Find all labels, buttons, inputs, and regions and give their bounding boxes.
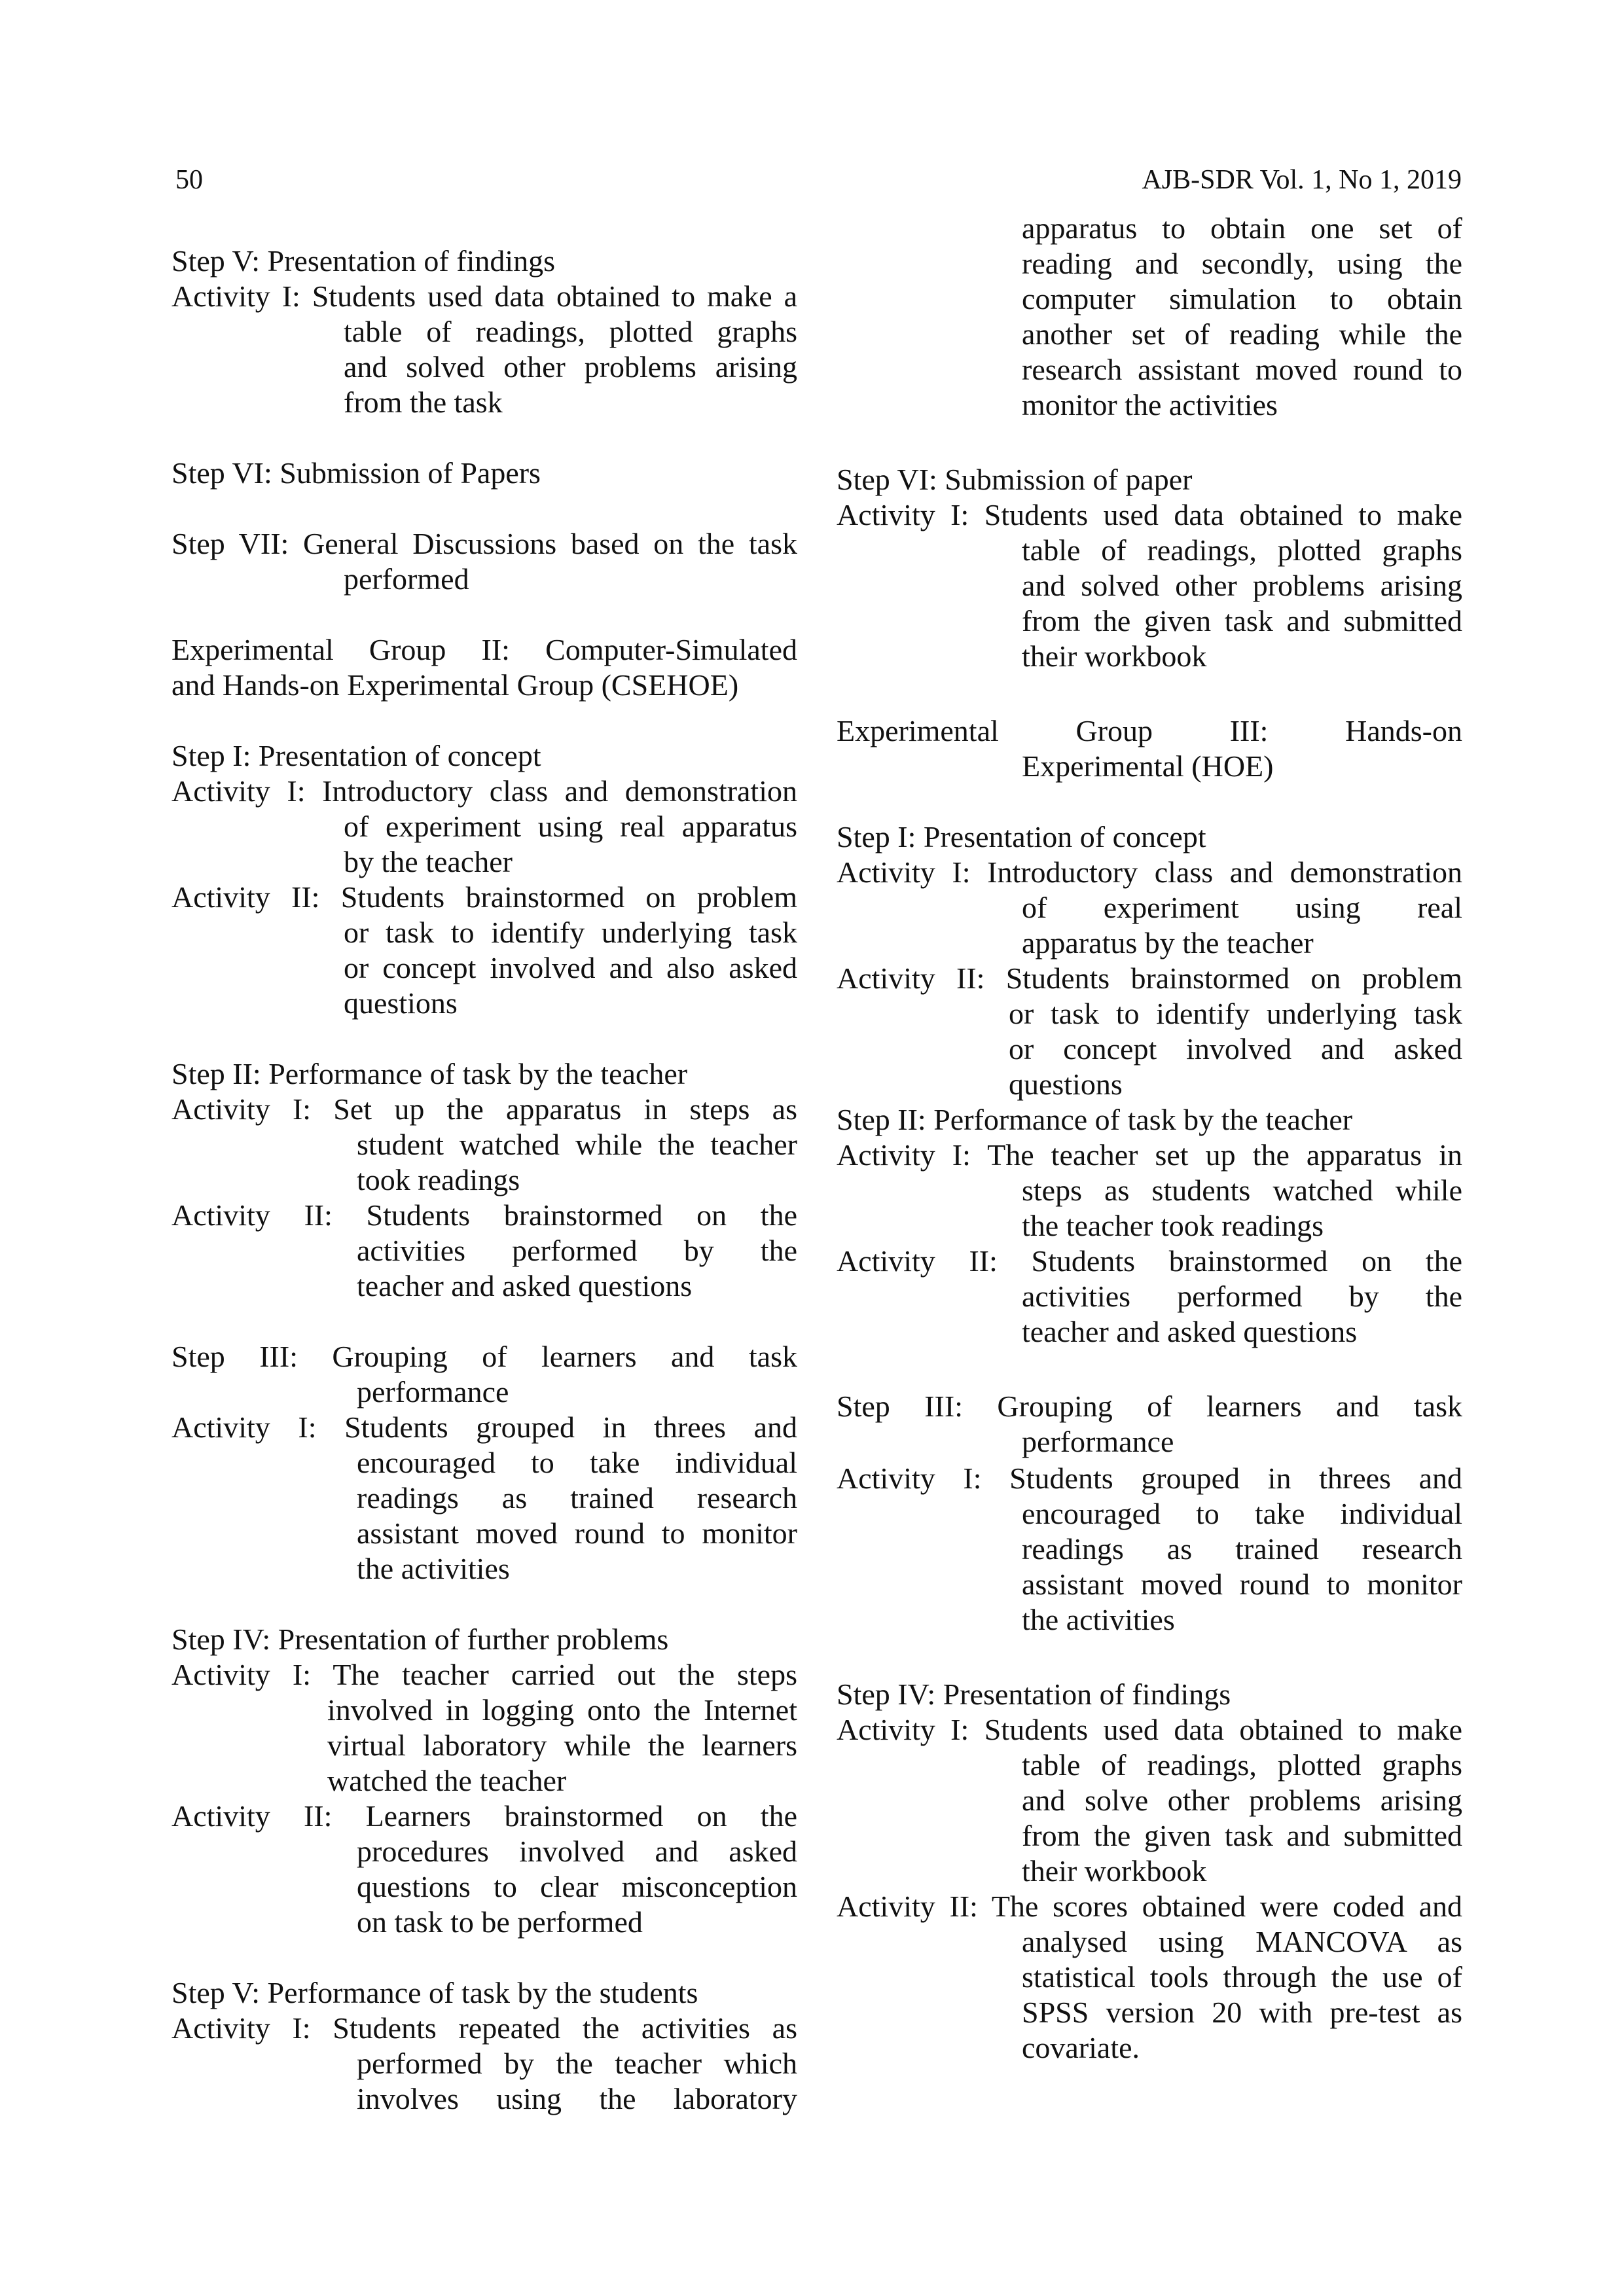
text-line: table of readings, plotted graphs xyxy=(1022,533,1462,567)
text-line: Step I: Presentation of concept xyxy=(837,820,1206,853)
text-line: Experimental Group III: Hands-on xyxy=(837,714,1462,747)
text-line: covariate. xyxy=(1022,2031,1140,2064)
text-line: statistical tools through the use of xyxy=(1022,1960,1462,1994)
text-line: or task to identify underlying task xyxy=(1009,997,1462,1030)
text-line: another set of reading while the xyxy=(1022,317,1462,351)
text-line: encouraged to take individual xyxy=(1022,1497,1462,1530)
text-line: Activity I: Students grouped in threes and xyxy=(171,1410,797,1444)
text-line: Activity I: Students used data obtained to make xyxy=(837,498,1462,531)
text-line: procedures involved and asked xyxy=(357,1835,797,1868)
text-line: reading and secondly, using the xyxy=(1022,247,1462,280)
text-line: analysed using MANCOVA as xyxy=(1022,1925,1462,1958)
text-line: teacher and asked questions xyxy=(357,1269,693,1302)
text-line: performed by the teacher which xyxy=(357,2047,797,2080)
text-line: Step III: Grouping of learners and task xyxy=(837,1390,1462,1423)
text-line: and solved other problems arising xyxy=(1022,569,1462,602)
text-line: involved in logging onto the Internet xyxy=(327,1693,797,1727)
text-line: Activity II: Students brainstormed on the xyxy=(837,1244,1462,1278)
text-line: table of readings, plotted graphs xyxy=(1022,1748,1462,1782)
text-line: Activity II: Students brainstormed on problem xyxy=(171,880,797,914)
text-line: their workbook xyxy=(1022,1854,1207,1888)
text-line: questions to clear misconception xyxy=(357,1870,797,1903)
text-line: or concept involved and also asked xyxy=(344,951,797,984)
text-line: readings as trained research xyxy=(357,1481,797,1515)
text-line: Activity I: Introductory class and demonstration xyxy=(837,855,1462,889)
text-line: monitor the activities xyxy=(1022,388,1278,422)
text-line: from the given task and submitted xyxy=(1022,1819,1462,1852)
text-line: encouraged to take individual xyxy=(357,1446,797,1479)
text-line: apparatus to obtain one set of xyxy=(1022,211,1462,245)
text-line: Activity II: Students brainstormed on problem xyxy=(837,961,1462,995)
text-line: the activities xyxy=(1022,1603,1175,1636)
text-line: table of readings, plotted graphs xyxy=(344,315,797,348)
text-line: assistant moved round to monitor xyxy=(357,1516,797,1550)
text-line: Activity I: The teacher carried out the steps xyxy=(171,1658,797,1691)
text-line: performance xyxy=(1022,1425,1174,1458)
text-line: assistant moved round to monitor xyxy=(1022,1568,1462,1601)
page-number: 50 xyxy=(175,165,203,195)
text-line: computer simulation to obtain xyxy=(1022,282,1462,315)
text-line: Activity I: Set up the apparatus in steps as xyxy=(171,1092,797,1126)
text-line: on task to be performed xyxy=(357,1905,643,1939)
text-line: Activity II: Learners brainstormed on the xyxy=(171,1799,797,1833)
journal-running-header: AJB-SDR Vol. 1, No 1, 2019 xyxy=(1142,165,1462,195)
text-line: performance xyxy=(357,1375,509,1408)
text-line: SPSS version 20 with pre-test as xyxy=(1022,1996,1462,2029)
text-line: virtual laboratory while the learners xyxy=(327,1729,797,1762)
text-line: performed xyxy=(344,562,469,596)
text-line: Activity I: Introductory class and demonstration xyxy=(171,774,797,808)
text-line: and Hands-on Experimental Group (CSEHOE) xyxy=(171,668,739,702)
text-line: from the task xyxy=(344,386,503,419)
text-line: Activity I: The teacher set up the apparatus in xyxy=(837,1138,1462,1172)
text-line: steps as students watched while xyxy=(1022,1174,1462,1207)
text-line: from the given task and submitted xyxy=(1022,604,1462,637)
text-line: the teacher took readings xyxy=(1022,1209,1324,1242)
text-line: Step I: Presentation of concept xyxy=(171,739,541,772)
text-line: of experiment using real xyxy=(1022,891,1462,924)
text-line: Activity I: Students used data obtained to make a xyxy=(171,279,797,313)
text-line: or task to identify underlying task xyxy=(344,916,797,949)
text-line: or concept involved and asked xyxy=(1009,1032,1462,1066)
text-line: Step VII: General Discussions based on the task xyxy=(171,527,797,560)
text-line: Step VI: Submission of paper xyxy=(837,463,1193,496)
text-line: Step II: Performance of task by the teacher xyxy=(837,1103,1353,1136)
text-line: student watched while the teacher xyxy=(357,1128,797,1161)
text-line: teacher and asked questions xyxy=(1022,1315,1358,1348)
text-line: research assistant moved round to xyxy=(1022,353,1462,386)
text-line: Step IV: Presentation of further problems xyxy=(171,1623,669,1656)
text-line: activities performed by the xyxy=(357,1234,797,1267)
text-line: Step IV: Presentation of findings xyxy=(837,1677,1231,1711)
text-line: apparatus by the teacher xyxy=(1022,926,1314,960)
text-line: activities performed by the xyxy=(1022,1280,1462,1313)
text-line: readings as trained research xyxy=(1022,1532,1462,1566)
text-line: Step VI: Submission of Papers xyxy=(171,456,541,490)
text-line: Activity I: Students grouped in threes and xyxy=(837,1462,1462,1495)
text-line: by the teacher xyxy=(344,845,513,878)
text-line: Step III: Grouping of learners and task xyxy=(171,1340,797,1373)
text-line: took readings xyxy=(357,1163,520,1196)
text-line: Step V: Performance of task by the students xyxy=(171,1976,698,2009)
text-line: of experiment using real apparatus xyxy=(344,810,797,843)
text-line: Activity I: Students repeated the activities as xyxy=(171,2011,797,2045)
text-line: questions xyxy=(1009,1067,1123,1101)
text-line: Activity II: The scores obtained were coded and xyxy=(837,1890,1462,1923)
text-line: and solved other problems arising xyxy=(344,350,797,384)
text-line: questions xyxy=(344,986,458,1020)
text-line: Step II: Performance of task by the teacher xyxy=(171,1057,688,1090)
text-line: Step V: Presentation of findings xyxy=(171,244,556,278)
text-line: their workbook xyxy=(1022,639,1207,673)
text-line: the activities xyxy=(357,1552,510,1585)
text-line: watched the teacher xyxy=(327,1764,567,1797)
text-line: Activity II: Students brainstormed on the xyxy=(171,1198,797,1232)
text-line: involves using the laboratory xyxy=(357,2082,797,2115)
text-line: Activity I: Students used data obtained to make xyxy=(837,1713,1462,1746)
text-line: Experimental Group II: Computer-Simulated xyxy=(171,633,797,666)
text-line: and solve other problems arising xyxy=(1022,1784,1462,1817)
text-line: Experimental (HOE) xyxy=(1022,749,1274,783)
